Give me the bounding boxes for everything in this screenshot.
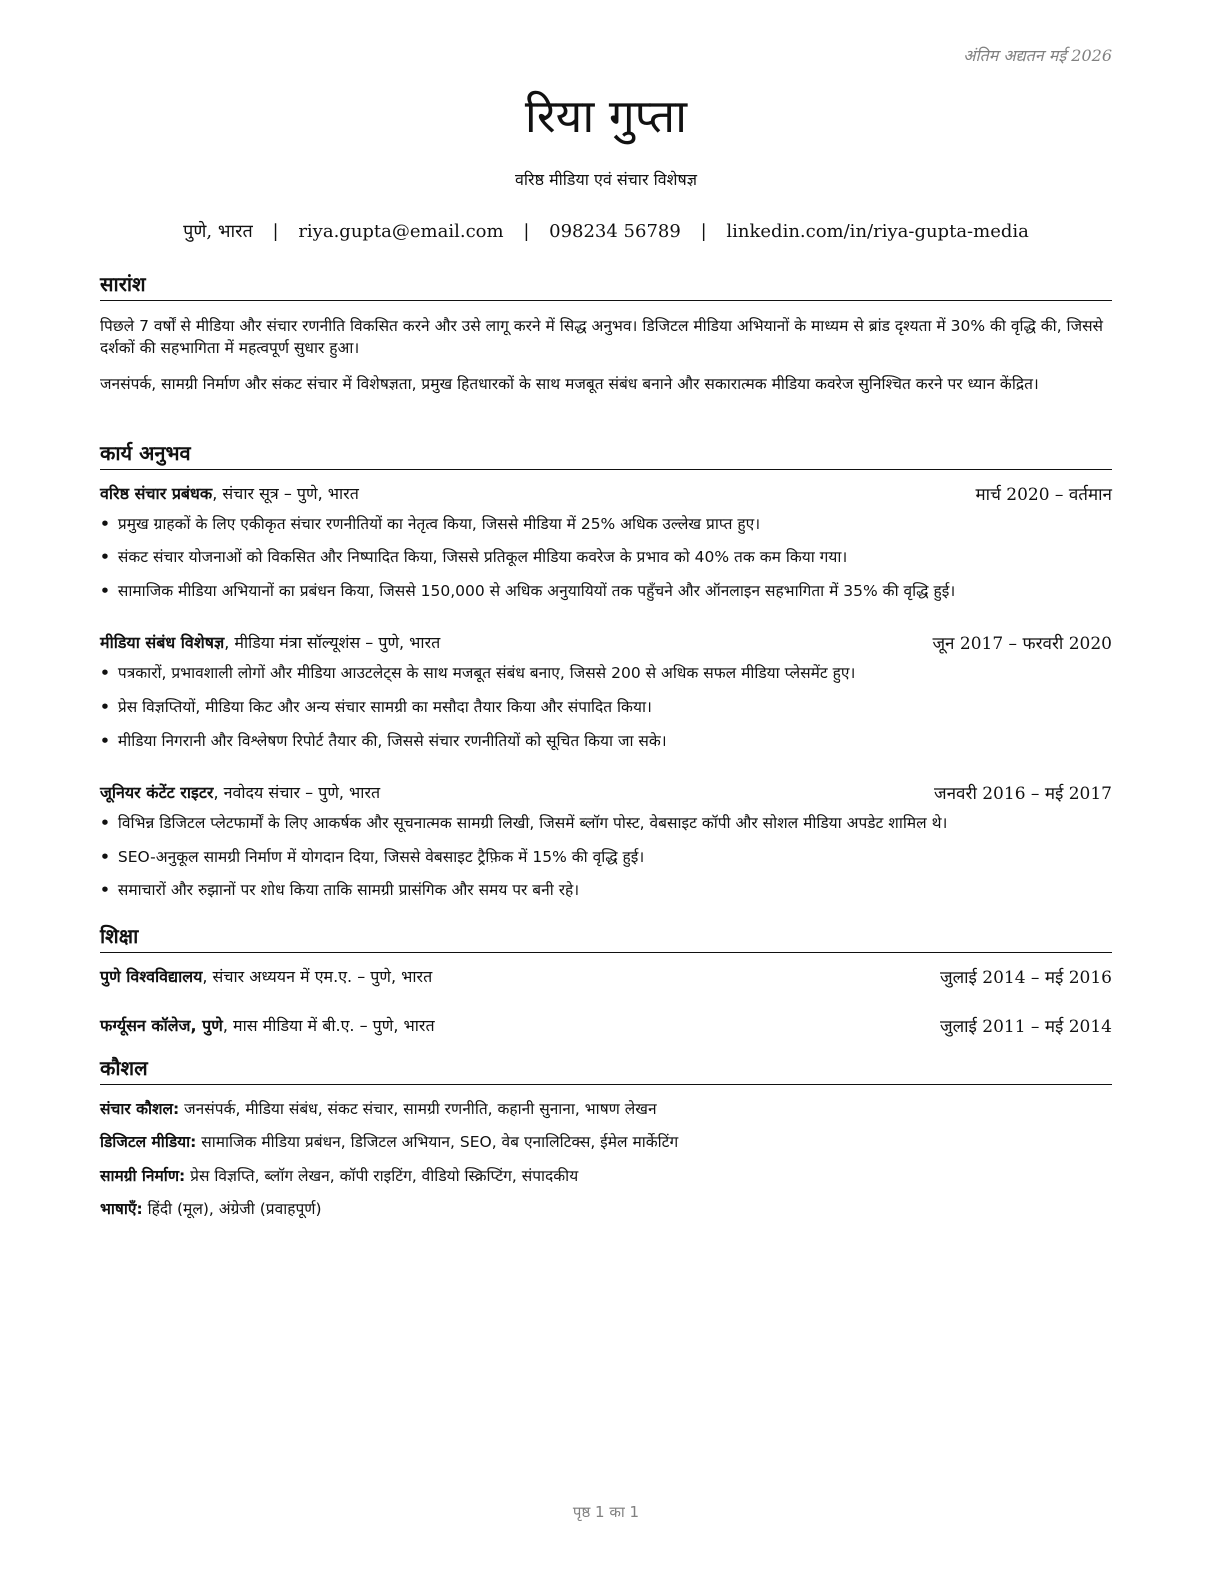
job-role: वरिष्ठ संचार प्रबंधक <box>100 484 213 503</box>
skill-row <box>100 1164 1112 1186</box>
education-school: पुणे विश्वविद्यालय <box>100 967 203 986</box>
contact-location: पुणे, भारत <box>183 221 253 242</box>
skill-label: सामग्री निर्माण: <box>100 1167 186 1185</box>
skill-value: जनसंपर्क, मीडिया संबंध, संकट संचार, सामग्री रणनीति, कहानी सुनाना, भाषण लेखन <box>179 1100 657 1118</box>
resume-page <box>100 0 1112 1584</box>
job-dates: जनवरी 2016 – मई 2017 <box>933 784 1112 804</box>
job-org: , संचार सूत्र – पुणे, भारत <box>212 484 359 503</box>
skill-value: प्रेस विज्ञप्ति, ब्लॉग लेखन, कॉपी राइटिंग, वीडियो स्क्रिप्टिंग, संपादकीय <box>185 1167 579 1185</box>
page-number: पृष्ठ 1 का 1 <box>572 1503 640 1521</box>
skill-row <box>100 1130 1112 1152</box>
job-header <box>100 631 1112 654</box>
job-header <box>100 482 1112 505</box>
contact-separator: | <box>700 221 707 242</box>
last-updated: अंतिम अद्यतन मई 2026 <box>963 46 1112 65</box>
job-role: मीडिया संबंध विशेषज्ञ <box>100 633 225 652</box>
job-bullet: • प्रेस विज्ञप्तियों, मीडिया किट और अन्य संचार सामग्री का मसौदा तैयार किया और संपादित किया। <box>100 695 1112 717</box>
contact-line <box>100 219 1112 243</box>
section-title-summary: सारांश <box>100 270 1112 301</box>
section-title-education: शिक्षा <box>100 922 1112 953</box>
job-bullet: • विभिन्न डिजिटल प्लेटफार्मों के लिए आकर्षक और सूचनात्मक सामग्री लिखी, जिसमें ब्लॉग पोस्ट, वेबसाइट कॉपी और सोशल मीडिया अपडेट शामिल थे। <box>100 811 1112 833</box>
skill-label: संचार कौशल: <box>100 1100 180 1118</box>
summary-paragraph: पिछले 7 वर्षों से मीडिया और संचार रणनीति विकसित करने और उसे लागू करने में सिद्ध अनुभव। डिजिटल मीडिया अभियानों के माध्यम से ब्रांड दृश्यता में 30% की वृद्धि की, जिससे दर्शकों की सहभागिता में महत्वपूर्ण सुधार हुआ। <box>100 317 1104 357</box>
education-detail: , मास मीडिया में बी.ए. – पुणे, भारत <box>222 1016 435 1035</box>
job-bullet: • पत्रकारों, प्रभावशाली लोगों और मीडिया आउटलेट्स के साथ मजबूत संबंध बनाए, जिससे 200 से अधिक सफल मीडिया प्लेसमेंट हुए। <box>100 661 1112 683</box>
education-school: फर्ग्यूसन कॉलेज, पुणे <box>100 1016 223 1035</box>
education-dates: जुलाई 2014 – मई 2016 <box>939 968 1112 988</box>
job-dates: जून 2017 – फरवरी 2020 <box>932 634 1112 654</box>
job-bullet: • SEO-अनुकूल सामग्री निर्माण में योगदान दिया, जिससे वेबसाइट ट्रैफ़िक में 15% की वृद्धि हुई। <box>100 845 1112 867</box>
education-detail: , संचार अध्ययन में एम.ए. – पुणे, भारत <box>202 967 433 986</box>
skill-value: सामाजिक मीडिया प्रबंधन, डिजिटल अभियान, SEO, वेब एनालिटिक्स, ईमेल मार्केटिंग <box>196 1133 679 1151</box>
job-org: , नवोदय संचार – पुणे, भारत <box>213 783 381 802</box>
skill-label: भाषाएँ: <box>100 1200 143 1218</box>
skill-row <box>100 1097 1112 1119</box>
section-title-skills: कौशल <box>100 1054 1112 1085</box>
job-dates: मार्च 2020 – वर्तमान <box>975 485 1112 505</box>
job-header <box>100 781 1112 804</box>
section-title-experience: कार्य अनुभव <box>100 439 1112 470</box>
skill-row <box>100 1197 1112 1219</box>
education-dates: जुलाई 2011 – मई 2014 <box>939 1017 1112 1037</box>
skill-label: डिजिटल मीडिया: <box>100 1133 197 1151</box>
job-bullet: • संकट संचार योजनाओं को विकसित और निष्पादित किया, जिससे प्रतिकूल मीडिया कवरेज के प्रभाव को 40% तक कम किया गया। <box>100 545 1112 567</box>
job-org: , मीडिया मंत्रा सॉल्यूशंस – पुणे, भारत <box>224 633 441 652</box>
job-bullet: • प्रमुख ग्राहकों के लिए एकीकृत संचार रणनीतियों का नेतृत्व किया, जिससे मीडिया में 25% अधिक उल्लेख प्राप्त हुए। <box>100 512 1112 534</box>
skill-value: हिंदी (मूल), अंग्रेजी (प्रवाहपूर्ण) <box>142 1200 322 1218</box>
candidate-tagline: वरिष्ठ मीडिया एवं संचार विशेषज्ञ <box>514 170 698 189</box>
contact-phone[interactable]: 098234 56789 <box>549 221 681 242</box>
job-bullet: • समाचारों और रुझानों पर शोध किया ताकि सामग्री प्रासंगिक और समय पर बनी रहे। <box>100 878 1112 900</box>
contact-linkedin[interactable]: linkedin.com/in/riya-gupta-media <box>726 221 1029 242</box>
job-bullet: • मीडिया निगरानी और विश्लेषण रिपोर्ट तैयार की, जिससे संचार रणनीतियों को सूचित किया जा सके। <box>100 729 1112 751</box>
education-item <box>100 1014 1112 1037</box>
job-role: जूनियर कंटेंट राइटर <box>100 783 214 802</box>
candidate-name: रिया गुप्ता <box>524 89 688 143</box>
contact-separator: | <box>523 221 530 242</box>
summary-paragraph: जनसंपर्क, सामग्री निर्माण और संकट संचार में विशेषज्ञता, प्रमुख हितधारकों के साथ मजबूत संबंध बनाने और सकारात्मक मीडिया कवरेज सुनिश्चित करने पर ध्यान केंद्रित। <box>100 375 1039 393</box>
education-item <box>100 965 1112 988</box>
contact-separator: | <box>272 221 279 242</box>
contact-email[interactable]: riya.gupta@email.com <box>298 221 504 242</box>
job-bullet: • सामाजिक मीडिया अभियानों का प्रबंधन किया, जिससे 150,000 से अधिक अनुयायियों तक पहुँचने और ऑनलाइन सहभागिता में 35% की वृद्धि हुई। <box>100 579 1112 601</box>
